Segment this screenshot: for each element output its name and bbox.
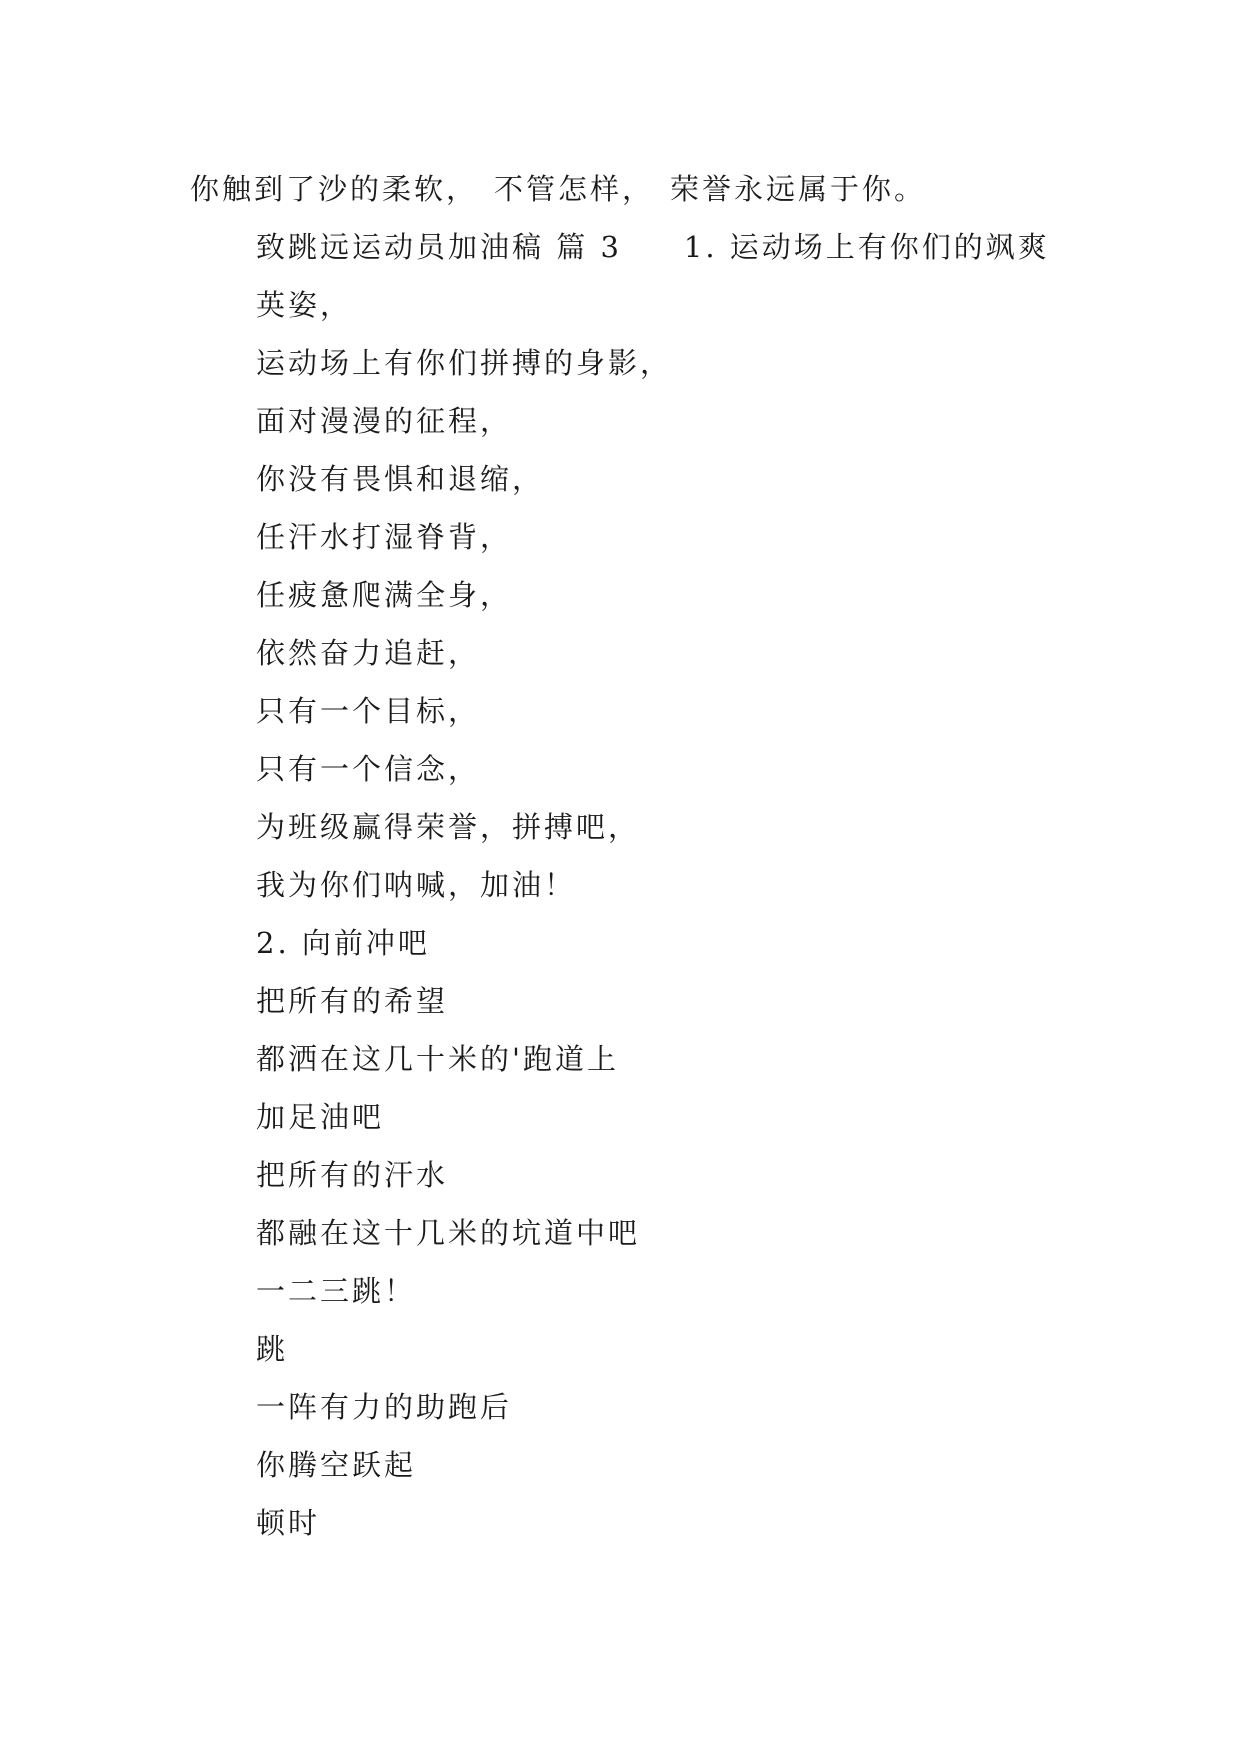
- text-line: 都洒在这几十米的'跑道上: [256, 1042, 619, 1076]
- section-first-line: 1. 运动场上有你们的飒爽英姿，: [256, 230, 1050, 322]
- text-line: 为班级赢得荣誉，拼搏吧，: [256, 810, 641, 844]
- section-label: 篇 3: [556, 230, 622, 264]
- text-line: 你腾空跃起: [256, 1448, 417, 1482]
- text-line: 运动场上有你们拼搏的身影，: [256, 346, 673, 380]
- text-line: 依然奋力追赶，: [256, 636, 481, 670]
- text-line: 加足油吧: [256, 1100, 385, 1134]
- intro-part-1: 你触到了沙的柔软，: [190, 172, 479, 206]
- text-line: 只有一个目标，: [256, 694, 481, 728]
- text-line: 面对漫漫的征程，: [256, 404, 513, 438]
- text-line: 跳: [256, 1332, 289, 1366]
- text-line: 2. 向前冲吧: [256, 926, 430, 960]
- text-line: 只有一个信念，: [256, 752, 481, 786]
- text-line: 你没有畏惧和退缩，: [256, 462, 545, 496]
- intro-line: [190, 160, 1060, 218]
- section-heading-line: [190, 218, 1060, 334]
- text-line: 把所有的汗水: [256, 1158, 449, 1192]
- section-title: 致跳远运动员加油稿: [256, 230, 545, 264]
- intro-part-3: 荣誉永远属于你。: [670, 172, 927, 206]
- text-line: 顿时: [256, 1506, 321, 1540]
- text-line: 我为你们呐喊，加油！: [256, 868, 577, 902]
- text-line: 一阵有力的助跑后: [256, 1390, 513, 1424]
- text-line: 任疲惫爬满全身，: [256, 578, 513, 612]
- text-line: 都融在这十几米的坑道中吧: [256, 1216, 641, 1250]
- document-body: [190, 160, 1060, 1552]
- text-line: 任汗水打湿脊背，: [256, 520, 513, 554]
- text-line: 一二三跳！: [256, 1274, 417, 1308]
- text-line: 把所有的希望: [256, 984, 449, 1018]
- intro-part-2: 不管怎样，: [494, 172, 655, 206]
